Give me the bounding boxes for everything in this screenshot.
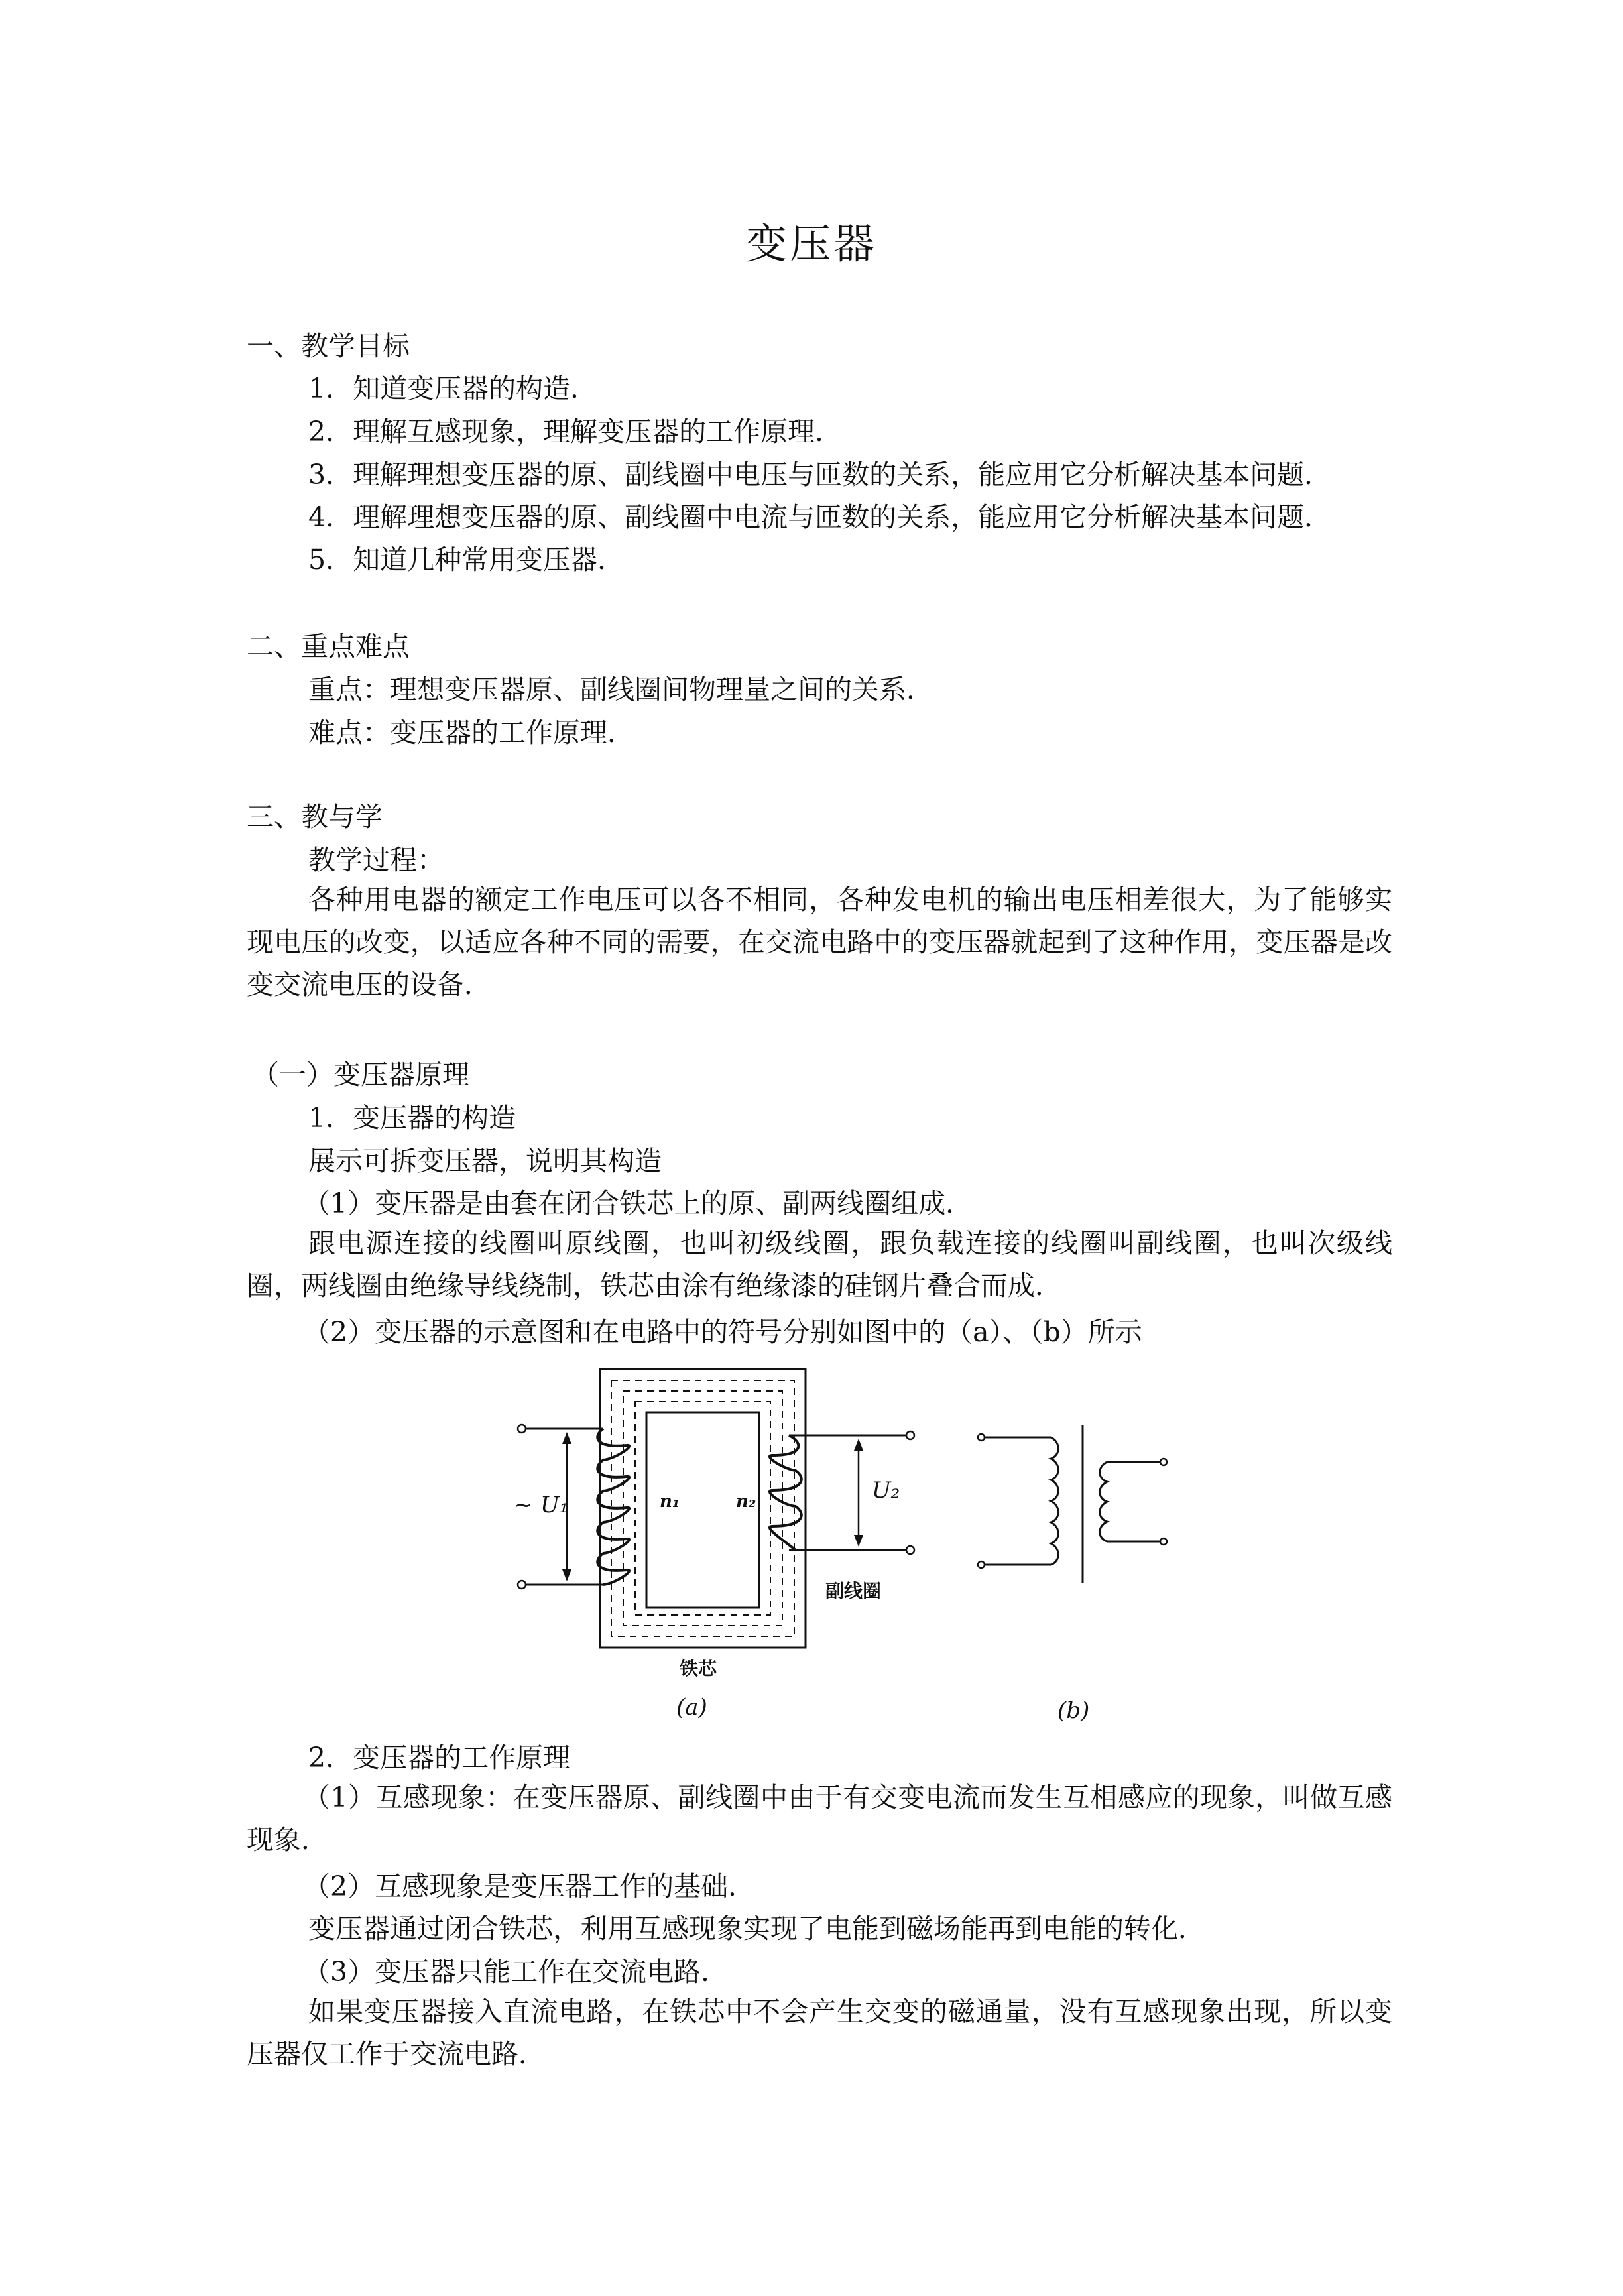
objective-item: 5．知道几种常用变压器． — [308, 544, 625, 575]
secondary-coil — [770, 1435, 802, 1550]
caption-a: (a) — [676, 1694, 707, 1721]
objective-item: 3．理解理想变压器的原、副线圈中电压与匝数的关系，能应用它分析解决基本问题． — [308, 459, 1332, 491]
subsection-heading-principle: （一）变压器原理 — [252, 1059, 469, 1091]
symbol-terminal — [978, 1434, 985, 1441]
difficult-point-text: 难点：变压器的工作原理． — [308, 717, 634, 749]
terminal-primary-top — [518, 1425, 526, 1433]
terminal-primary-bottom — [518, 1581, 526, 1589]
symbol-terminal — [1160, 1459, 1167, 1465]
objective-item: 4．理解理想变压器的原、副线圈中电流与匝数的关系，能应用它分析解决基本问题． — [308, 501, 1332, 533]
u2-label: U₂ — [872, 1477, 900, 1504]
section-heading-objectives: 一、教学目标 — [247, 330, 410, 362]
symbol-terminal — [1160, 1538, 1167, 1545]
u1-arrow-down — [562, 1569, 571, 1581]
transformer-symbol — [961, 1406, 1200, 1724]
core-outer-edge — [600, 1369, 806, 1648]
objective-item: 1．知道变压器的构造． — [308, 373, 598, 404]
structure-heading: 1．变压器的构造 — [308, 1102, 516, 1134]
transformer-diagram — [511, 1359, 935, 1730]
secondary-coil-label: 副线圈 — [825, 1580, 882, 1602]
caption-b: (b) — [1057, 1697, 1090, 1724]
u1-arrow-up — [562, 1432, 571, 1444]
section-heading-teaching: 三、教与学 — [247, 801, 383, 833]
u2-arrow-up — [854, 1439, 863, 1451]
ac-source-symbol: ~ — [514, 1492, 533, 1518]
terminal-secondary-top — [906, 1431, 914, 1439]
terminal-secondary-bottom — [906, 1546, 914, 1554]
working-principle-text-2: 变压器通过闭合铁芯，利用互感现象实现了电能到磁场能再到电能的转化． — [308, 1913, 1205, 1945]
structure-item-2: （2）变压器的示意图和在电路中的符号分别如图中的（a）、（b）所示 — [303, 1316, 1142, 1348]
u2-arrow-down — [854, 1535, 863, 1547]
working-principle-item-3: （3）变压器只能工作在交流电路． — [303, 1956, 729, 1988]
teaching-process-label: 教学过程： — [308, 844, 444, 876]
working-principle-text-3: 如果变压器接入直流电路，在铁芯中不会产生交变的磁通量，没有互感现象出现，所以变压器仅工作于交流电路． — [247, 1996, 1392, 2070]
n1-label: n₁ — [660, 1492, 680, 1512]
symbol-primary-coil — [1051, 1437, 1058, 1565]
symbol-terminal — [978, 1561, 985, 1568]
primary-coil — [597, 1429, 629, 1585]
symbol-secondary-coil — [1100, 1462, 1160, 1541]
transformer-symbol-svg — [961, 1406, 1200, 1604]
structure-item-1: （1）变压器是由套在闭合铁芯上的原、副两线圈组成． — [303, 1187, 973, 1219]
working-principle-item-1: （1）互感现象：在变压器原、副线圈中由于有交变电流而发生互相感应的现象，叫做互感现象． — [247, 1782, 1392, 1856]
n2-label: n₂ — [736, 1492, 756, 1512]
page-title: 变压器 — [745, 219, 877, 268]
core-lamination-line — [611, 1380, 794, 1636]
objective-item: 2．理解互感现象，理解变压器的工作原理． — [308, 416, 843, 448]
structure-show-text: 展示可拆变压器，说明其构造 — [308, 1145, 662, 1177]
core-label: 铁芯 — [680, 1658, 717, 1679]
working-principle-item-2: （2）互感现象是变压器工作的基础． — [303, 1870, 756, 1902]
key-point-text: 重点：理想变压器原、副线圈间物理量之间的关系． — [308, 674, 933, 705]
section-heading-key-points: 二、重点难点 — [247, 631, 410, 662]
u1-label: U₁ — [540, 1492, 569, 1518]
transformer-diagram-svg — [511, 1359, 935, 1730]
structure-paragraph: 跟电源连接的线圈叫原线圈，也叫初级线圈，跟负载连接的线圈叫副线圈，也叫次级线圈，两线圈由绝缘导线绕制，铁芯由涂有绝缘漆的硅钢片叠合而成． — [247, 1227, 1392, 1301]
intro-paragraph: 各种用电器的额定工作电压可以各不相同，各种发电机的输出电压相差很大，为了能够实现电压的改变，以适应各种不同的需要，在交流电路中的变压器就起到了这种作用，变压器是改变交流电压的设备． — [247, 884, 1392, 1000]
working-principle-heading: 2．变压器的工作原理 — [308, 1742, 571, 1774]
